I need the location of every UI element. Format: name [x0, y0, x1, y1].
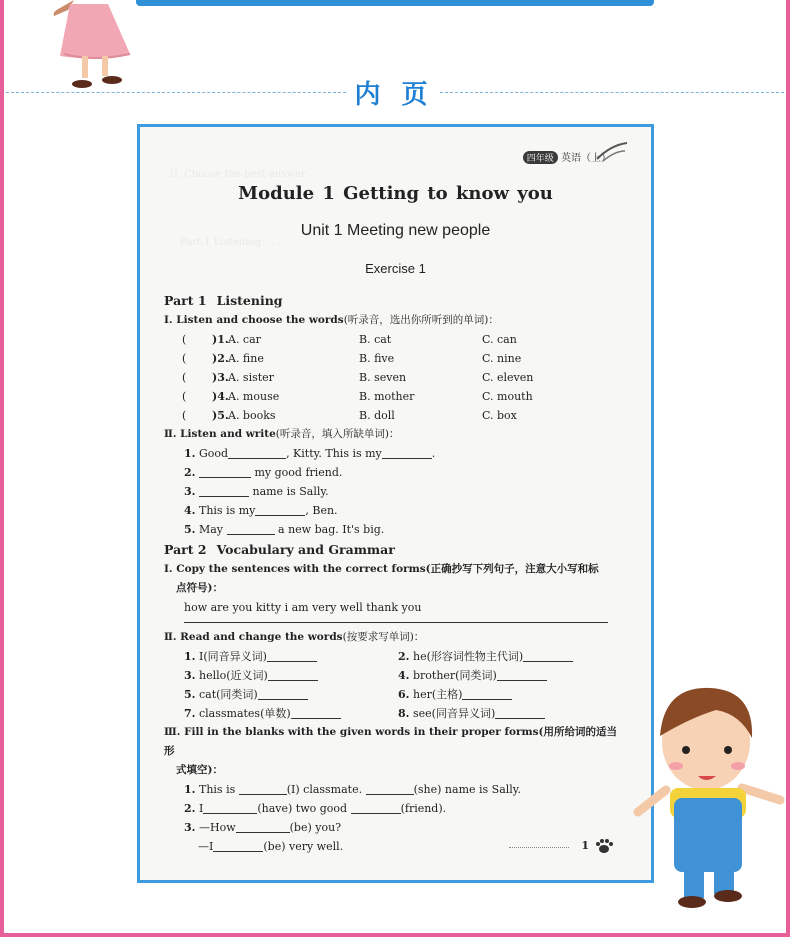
- list-item: 1. Good , Kitty. This is my .: [184, 447, 436, 460]
- unit-title: Unit 1 Meeting new people: [300, 222, 491, 239]
- answer-blank[interactable]: [227, 523, 275, 535]
- subject-label: 英语（上）: [561, 153, 611, 164]
- choice-row: ( )2. A. fine B. five C. nine: [164, 349, 624, 368]
- part-heading: Part 1 Listening: [164, 293, 283, 308]
- option-a: A. mouse: [228, 390, 280, 403]
- change-words-list: [164, 647, 624, 723]
- copy-sentence: how are you kitty i am very well thank you: [184, 601, 422, 614]
- answer-blank[interactable]: [497, 669, 547, 681]
- option-a: A. car: [228, 333, 261, 346]
- list-item: 4. This is my , Ben.: [184, 504, 338, 517]
- answer-blank[interactable]: [236, 821, 290, 833]
- answer-paren[interactable]: (: [182, 352, 187, 365]
- part-heading: Part 2 Vocabulary and Grammar: [164, 542, 395, 557]
- answer-blank[interactable]: [351, 802, 401, 814]
- list-item: 2. my good friend.: [184, 466, 343, 479]
- option-c: C. box: [482, 409, 517, 422]
- answer-blank[interactable]: [228, 447, 286, 459]
- choice-row: ( )3. A. sister B. seven C. eleven: [164, 368, 624, 387]
- answer-blank[interactable]: [523, 650, 573, 662]
- question-heading: Ⅰ. Listen and choose the words(听录音，选出你所听到的单词)：: [164, 314, 499, 326]
- option-b: B. doll: [359, 409, 395, 422]
- answer-blank[interactable]: [255, 504, 305, 516]
- answer-blank[interactable]: [239, 783, 287, 795]
- list-item: 5. May a new bag. It's big.: [184, 523, 385, 536]
- show-through-text: II. Choose the best answer . . . . . .: [170, 169, 344, 180]
- list-item: 1. This is (I) classmate. (she) name is Sally.: [184, 783, 522, 796]
- answer-blank[interactable]: [267, 650, 317, 662]
- footer-dots: [509, 847, 569, 848]
- answer-blank[interactable]: [291, 707, 341, 719]
- choice-row: ( )1. A. car B. cat C. can: [164, 330, 624, 349]
- answer-blank[interactable]: [366, 783, 414, 795]
- workbook-page: [137, 124, 654, 883]
- answer-blank[interactable]: [203, 802, 257, 814]
- answer-blank[interactable]: [268, 669, 318, 681]
- choice-row: ( )4. A. mouse B. mother C. mouth: [164, 387, 624, 406]
- swoosh-icon: [595, 141, 629, 163]
- option-a: A. fine: [228, 352, 264, 365]
- answer-blank[interactable]: [462, 688, 512, 700]
- list-item: 3. hello(近义词) 4. brother(同类词): [164, 666, 624, 685]
- option-c: C. mouth: [482, 390, 533, 403]
- paw-icon: [595, 838, 613, 854]
- list-item: 1. I(同音异义词) 2. he(形容词性物主代词): [164, 647, 624, 666]
- dashed-divider-left: [6, 92, 346, 93]
- page-number: 1: [581, 839, 589, 852]
- answer-blank[interactable]: [213, 840, 263, 852]
- grade-pill: 四年级: [523, 151, 558, 164]
- answer-blank[interactable]: [495, 707, 545, 719]
- option-b: B. cat: [359, 333, 392, 346]
- answer-blank[interactable]: [199, 466, 251, 478]
- list-item: 2. I (have) two good (friend).: [184, 802, 447, 815]
- option-c: C. nine: [482, 352, 522, 365]
- answer-line[interactable]: [184, 617, 608, 623]
- answer-paren[interactable]: (: [182, 333, 187, 346]
- option-b: B. five: [359, 352, 395, 365]
- answer-blank[interactable]: [258, 688, 308, 700]
- list-item: —I (be) very well.: [198, 840, 344, 853]
- list-item: 3. —How (be) you?: [184, 821, 342, 834]
- option-b: B. seven: [359, 371, 407, 384]
- list-item: 5. cat(同类词) 6. her(主格): [164, 685, 624, 704]
- answer-paren[interactable]: (: [182, 390, 187, 403]
- answer-blank[interactable]: [382, 447, 432, 459]
- option-b: B. mother: [359, 390, 415, 403]
- answer-paren[interactable]: (: [182, 371, 187, 384]
- module-title: Module 1 Getting to know you: [238, 183, 553, 204]
- question-heading: Ⅰ. Copy the sentences with the correct forms(正确抄写下列句子，注意大小写和标 点符号)：: [164, 563, 599, 594]
- list-item: 7. classmates(单数) 8. see(同音异义词): [164, 704, 624, 723]
- exercise-title: Exercise 1: [365, 261, 426, 276]
- answer-blank[interactable]: [199, 485, 249, 497]
- list-item: 3. name is Sally.: [184, 485, 329, 498]
- section-title: 内 页: [354, 80, 434, 110]
- dashed-divider-right: [440, 92, 784, 93]
- option-c: C. eleven: [482, 371, 534, 384]
- option-a: A. sister: [228, 371, 274, 384]
- answer-paren[interactable]: (: [182, 409, 187, 422]
- option-c: C. can: [482, 333, 517, 346]
- exercise-content: [164, 291, 624, 856]
- choice-list: [164, 330, 624, 425]
- girl-illustration: [30, 0, 150, 94]
- top-bar: [136, 0, 654, 6]
- option-a: A. books: [228, 409, 276, 422]
- boy-illustration: [630, 680, 790, 916]
- question-heading: Ⅱ. Read and change the words(按要求写单词)：: [164, 631, 425, 643]
- choice-row: ( )5. A. books B. doll C. box: [164, 406, 624, 425]
- question-heading: Ⅲ. Fill in the blanks with the given words in their proper forms(用所给词的适当形 式填空)：: [164, 726, 618, 776]
- question-heading: Ⅱ. Listen and write(听录音，填入所缺单词)：: [164, 428, 400, 440]
- show-through-text: Part 1 Listening . . . . . . . .: [180, 237, 313, 248]
